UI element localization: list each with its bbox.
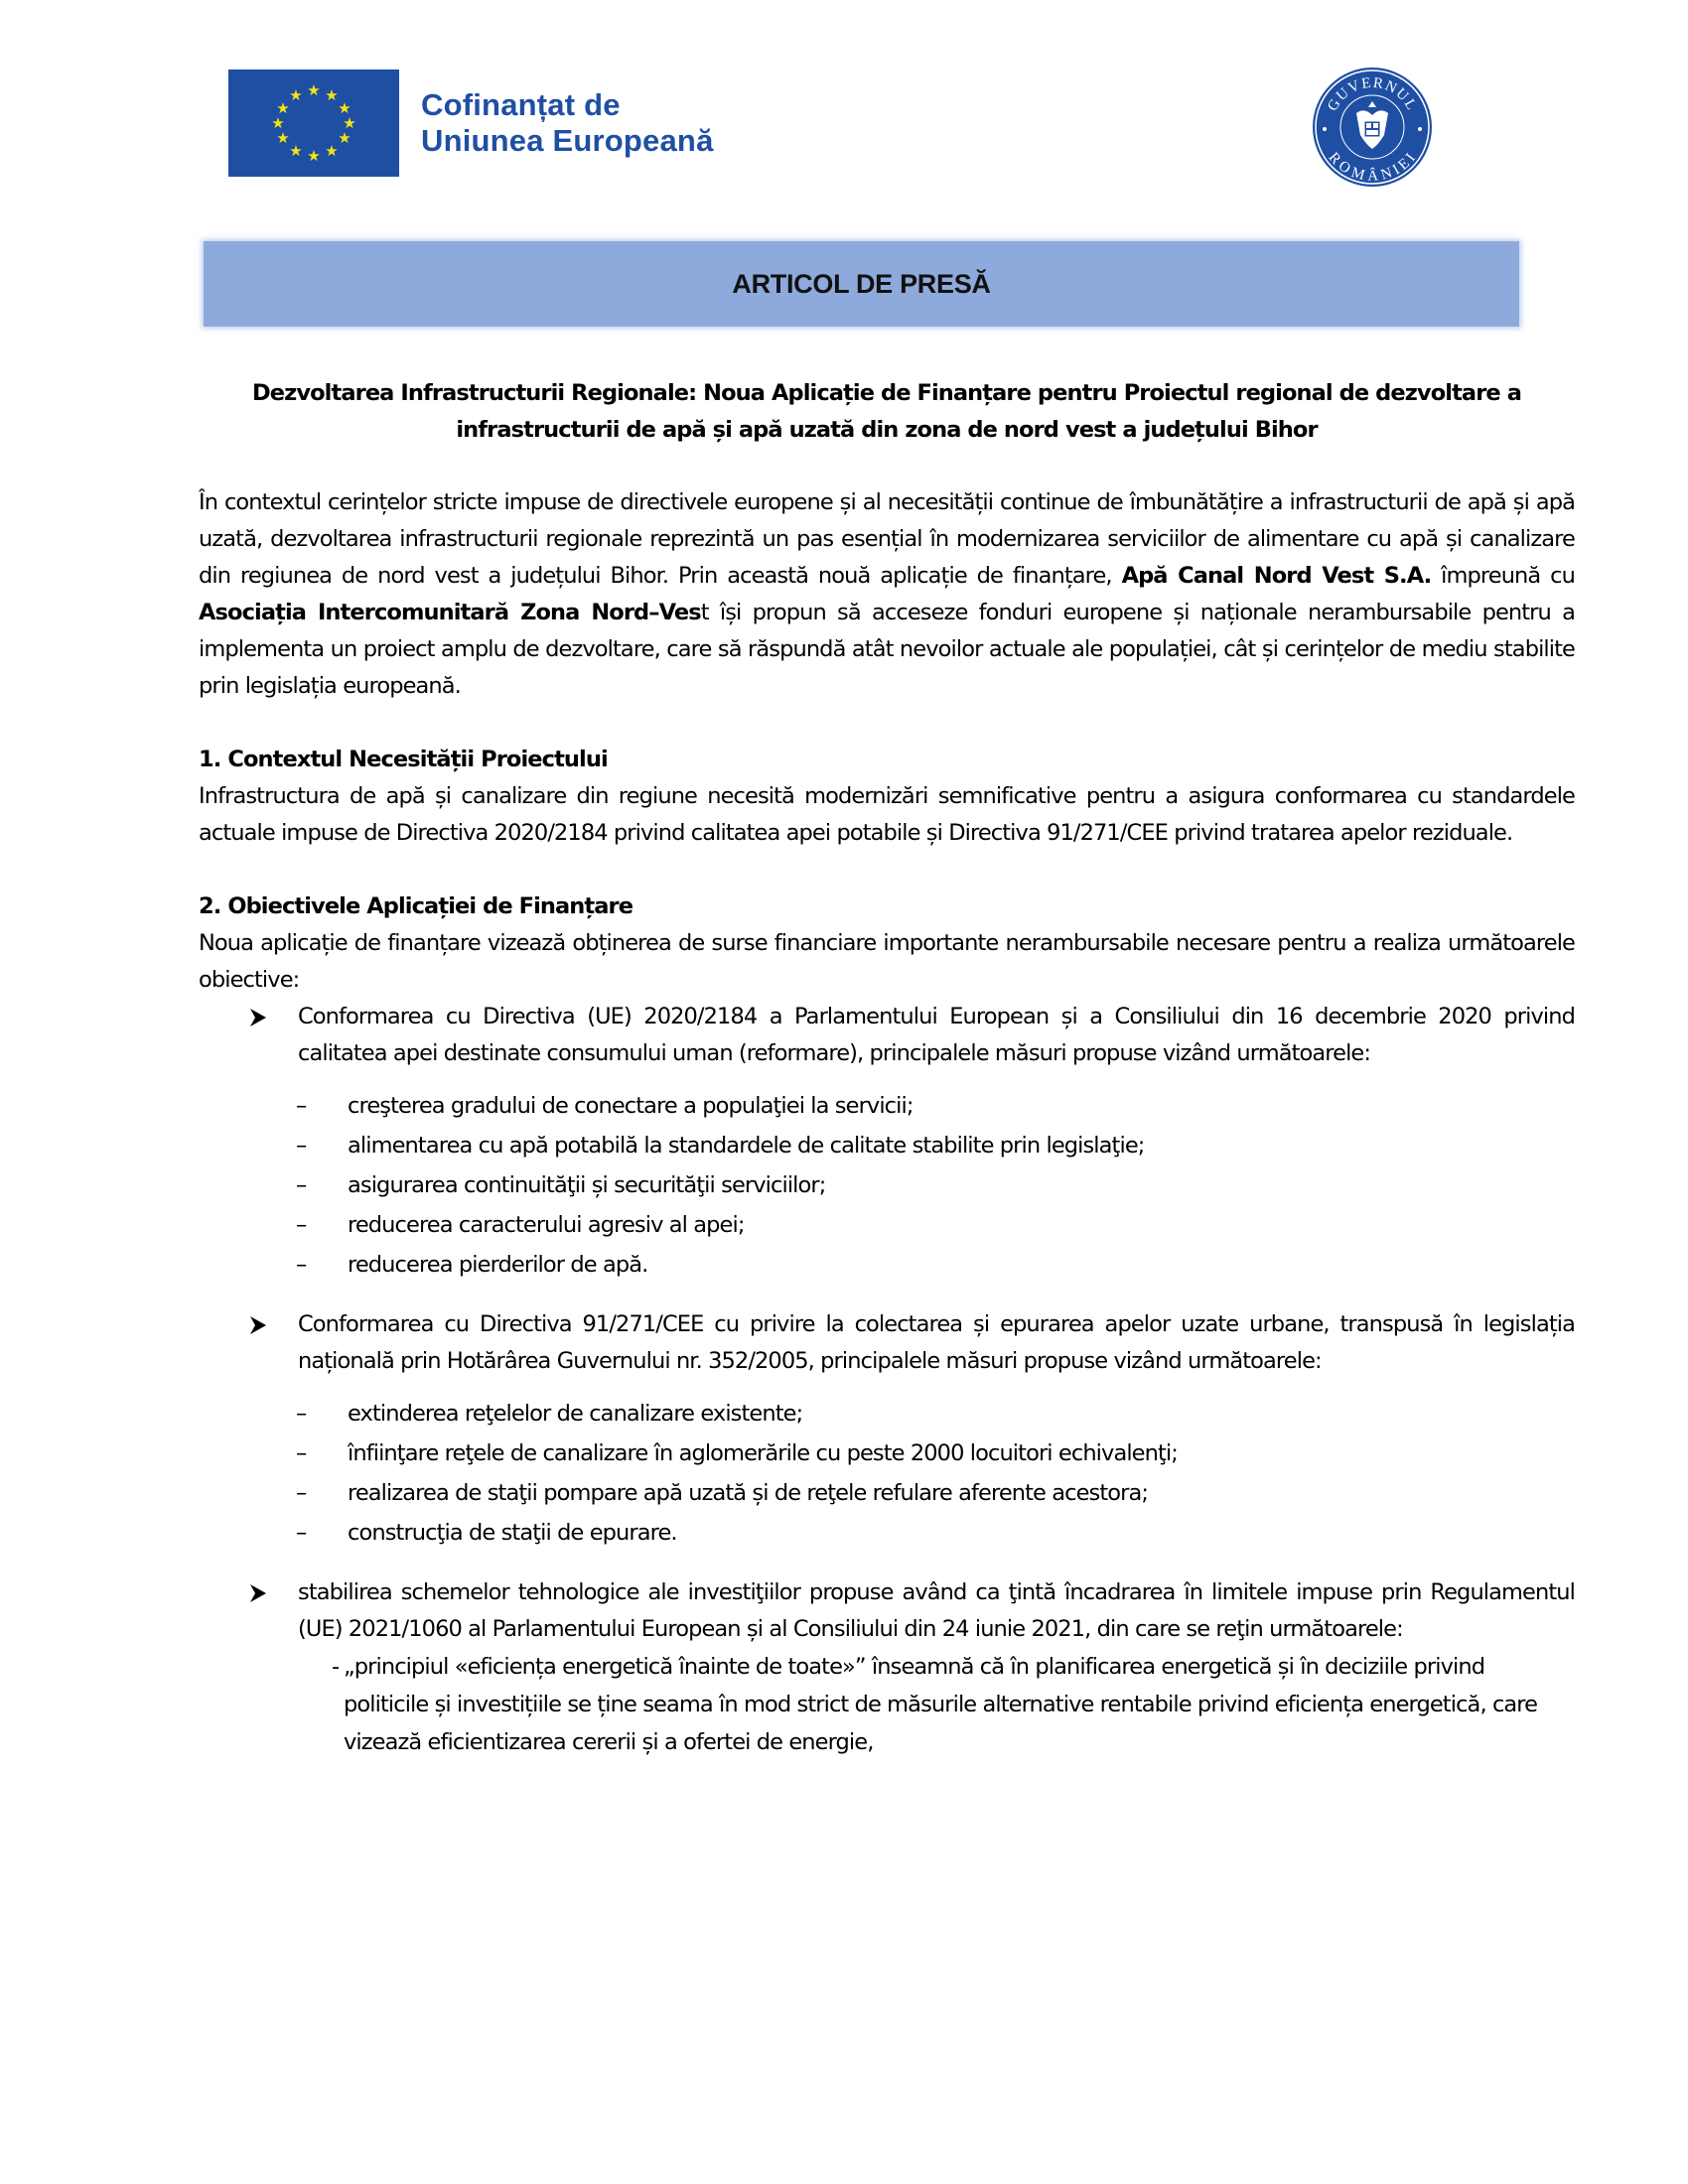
association-name: Asociația Intercomunitară Zona Nord–Ves — [199, 600, 701, 625]
intro-text-2: împreună cu — [1431, 563, 1576, 589]
dash-bullet-icon: – — [296, 1401, 307, 1427]
objective-text: stabilirea schemelor tehnologice ale investiţiilor propuse având ca ţintă încadrarea în limitele impuse prin Regulamentul (UE) 2021/1060 al Parlamentului European și al Consiliului din 24 iunie 2021, din care se reţin următoarele: — [298, 1579, 1575, 1642]
measure-text: alimentarea cu apă potabilă la standardele de calitate stabilite prin legislaţie; — [348, 1133, 1145, 1159]
objective-text: Conformarea cu Directiva (UE) 2020/2184 a Parlamentului European și a Consiliului din 16 decembrie 2020 privind calitatea apei destinate consumului uman (reformare), principalele măsuri propuse vizând următoarele: — [298, 1004, 1575, 1066]
subtitle-line-2: infrastructurii de apă și apă uzată din zona de nord vest a județului Bihor — [456, 417, 1318, 443]
objective-item — [199, 999, 1575, 1072]
measure-item — [199, 1086, 1575, 1126]
measure-item — [199, 1513, 1575, 1553]
section-1-heading: 1. Contextul Necesității Proiectului — [199, 747, 608, 772]
objective-1-measures — [199, 1086, 1575, 1285]
dash-bullet-icon: – — [296, 1252, 307, 1278]
dash-bullet-icon: – — [296, 1480, 307, 1506]
dash-bullet-icon: – — [296, 1520, 307, 1546]
dash-bullet-icon: – — [296, 1172, 307, 1198]
intro-text-3: t își propun să acceseze fonduri europene și naționale nerambursabile pentru a implementa un proiect amplu de dezvoltare, care să răspundă atât nevoilor actuale ale populației, cât și cerințelor de mediu stabilite prin legislația europeană. — [199, 600, 1575, 699]
arrow-bullet-icon — [250, 1574, 268, 1611]
dash-bullet-icon: – — [296, 1133, 307, 1159]
objective-text: Conformarea cu Directiva 91/271/CEE cu privire la colectarea și epurarea apelor uzate urbane, transpusă în legislația națională prin Hotărârea Guvernului nr. 352/2005, principalele măsuri propuse vizând următoarele: — [298, 1311, 1575, 1374]
eu-logo-text — [421, 87, 714, 159]
measure-item — [199, 1126, 1575, 1165]
arrow-bullet-icon — [250, 999, 268, 1035]
measure-item — [199, 1473, 1575, 1513]
measure-text: extinderea reţelelor de canalizare existente; — [348, 1401, 803, 1427]
measure-text: reducerea pierderilor de apă. — [348, 1252, 648, 1278]
romanian-government-seal-icon — [1311, 66, 1434, 189]
intro-paragraph — [199, 484, 1575, 705]
objective-2-measures — [199, 1394, 1575, 1553]
dash-bullet-icon: – — [296, 1093, 307, 1119]
intro-text-1: În contextul cerințelor stricte impuse de directivele europene și al necesității continue de îmbunătățire a infrastructurii de apă și apă uzată, dezvoltarea infrastructurii regionale reprezintă un pas esențial în modernizarea serviciilor de alimentare cu apă și canalizare din regiunea de nord vest a județului Bihor. Prin această nouă aplicație de finanțare, — [199, 489, 1575, 589]
objective-item — [199, 1574, 1575, 1648]
arrow-bullet-icon — [250, 1306, 268, 1343]
measure-text: creşterea gradului de conectare a populaţiei la servicii; — [348, 1093, 914, 1119]
dash-bullet-icon: – — [296, 1212, 307, 1238]
measure-item — [199, 1433, 1575, 1473]
eu-cofunding-logo — [228, 69, 714, 177]
section-2-text: Noua aplicație de finanțare vizează obținerea de surse financiare importante nerambursabile necesare pentru a realiza următoarele obiective: — [199, 930, 1575, 993]
energy-efficiency-quote — [199, 1648, 1575, 1761]
measure-text: înfiinţare reţele de canalizare în aglomerările cu peste 2000 locuitori echivalenţi; — [348, 1440, 1178, 1466]
measure-item — [199, 1165, 1575, 1205]
section-1-text: Infrastructura de apă și canalizare din regiune necesită modernizări semnificative pentru a asigura conformarea cu standardele actuale impuse de Directiva 2020/2184 privind calitatea apei potabile și Directiva 91/271/CEE privind tratarea apelor reziduale. — [199, 783, 1575, 846]
svg-text:ROMÂNIEI: ROMÂNIEI — [1325, 149, 1420, 185]
eu-logo-line1: Cofinanțat de — [421, 87, 621, 122]
measure-text: asigurarea continuităţii și securităţii serviciilor; — [348, 1172, 826, 1198]
eu-logo-line2: Uniunea Europeană — [421, 123, 714, 158]
measure-item — [199, 1205, 1575, 1245]
press-article-banner — [204, 241, 1519, 327]
dash-bullet-icon: – — [296, 1440, 307, 1466]
eu-flag-icon: ★ ★ ★ ★ ★ ★ ★ ★ ★ ★ ★ ★ — [228, 69, 399, 177]
measure-item — [199, 1245, 1575, 1285]
section-2-heading: 2. Obiectivele Aplicației de Finanțare — [199, 893, 633, 919]
objective-item — [199, 1306, 1575, 1380]
company-name: Apă Canal Nord Vest S.A. — [1121, 563, 1432, 589]
measure-item — [199, 1394, 1575, 1433]
dash-bullet-icon: - — [332, 1654, 340, 1680]
article-subtitle — [199, 375, 1575, 449]
measure-text: construcţia de staţii de epurare. — [348, 1520, 677, 1546]
banner-title: ARTICOL DE PRESĂ — [732, 268, 991, 299]
quote-text: „principiul «eficiența energetică înainte de toate»” înseamnă că în planificarea energetică și în deciziile privind politicile și investițiile se ține seama în mod strict de măsurile alternative rentabile privind eficiența energetică, care vizează eficientizarea cererii și a ofertei de energie, — [344, 1654, 1538, 1755]
subtitle-line-1: Dezvoltarea Infrastructurii Regionale: Noua Aplicație de Finanțare pentru Proiectul regional de dezvoltare a — [252, 380, 1521, 406]
article-body — [199, 375, 1575, 1761]
svg-text:GUVERNUL: GUVERNUL — [1325, 74, 1420, 114]
measure-text: reducerea caracterului agresiv al apei; — [348, 1212, 745, 1238]
measure-text: realizarea de staţii pompare apă uzată și de reţele refulare aferente acestora; — [348, 1480, 1149, 1506]
